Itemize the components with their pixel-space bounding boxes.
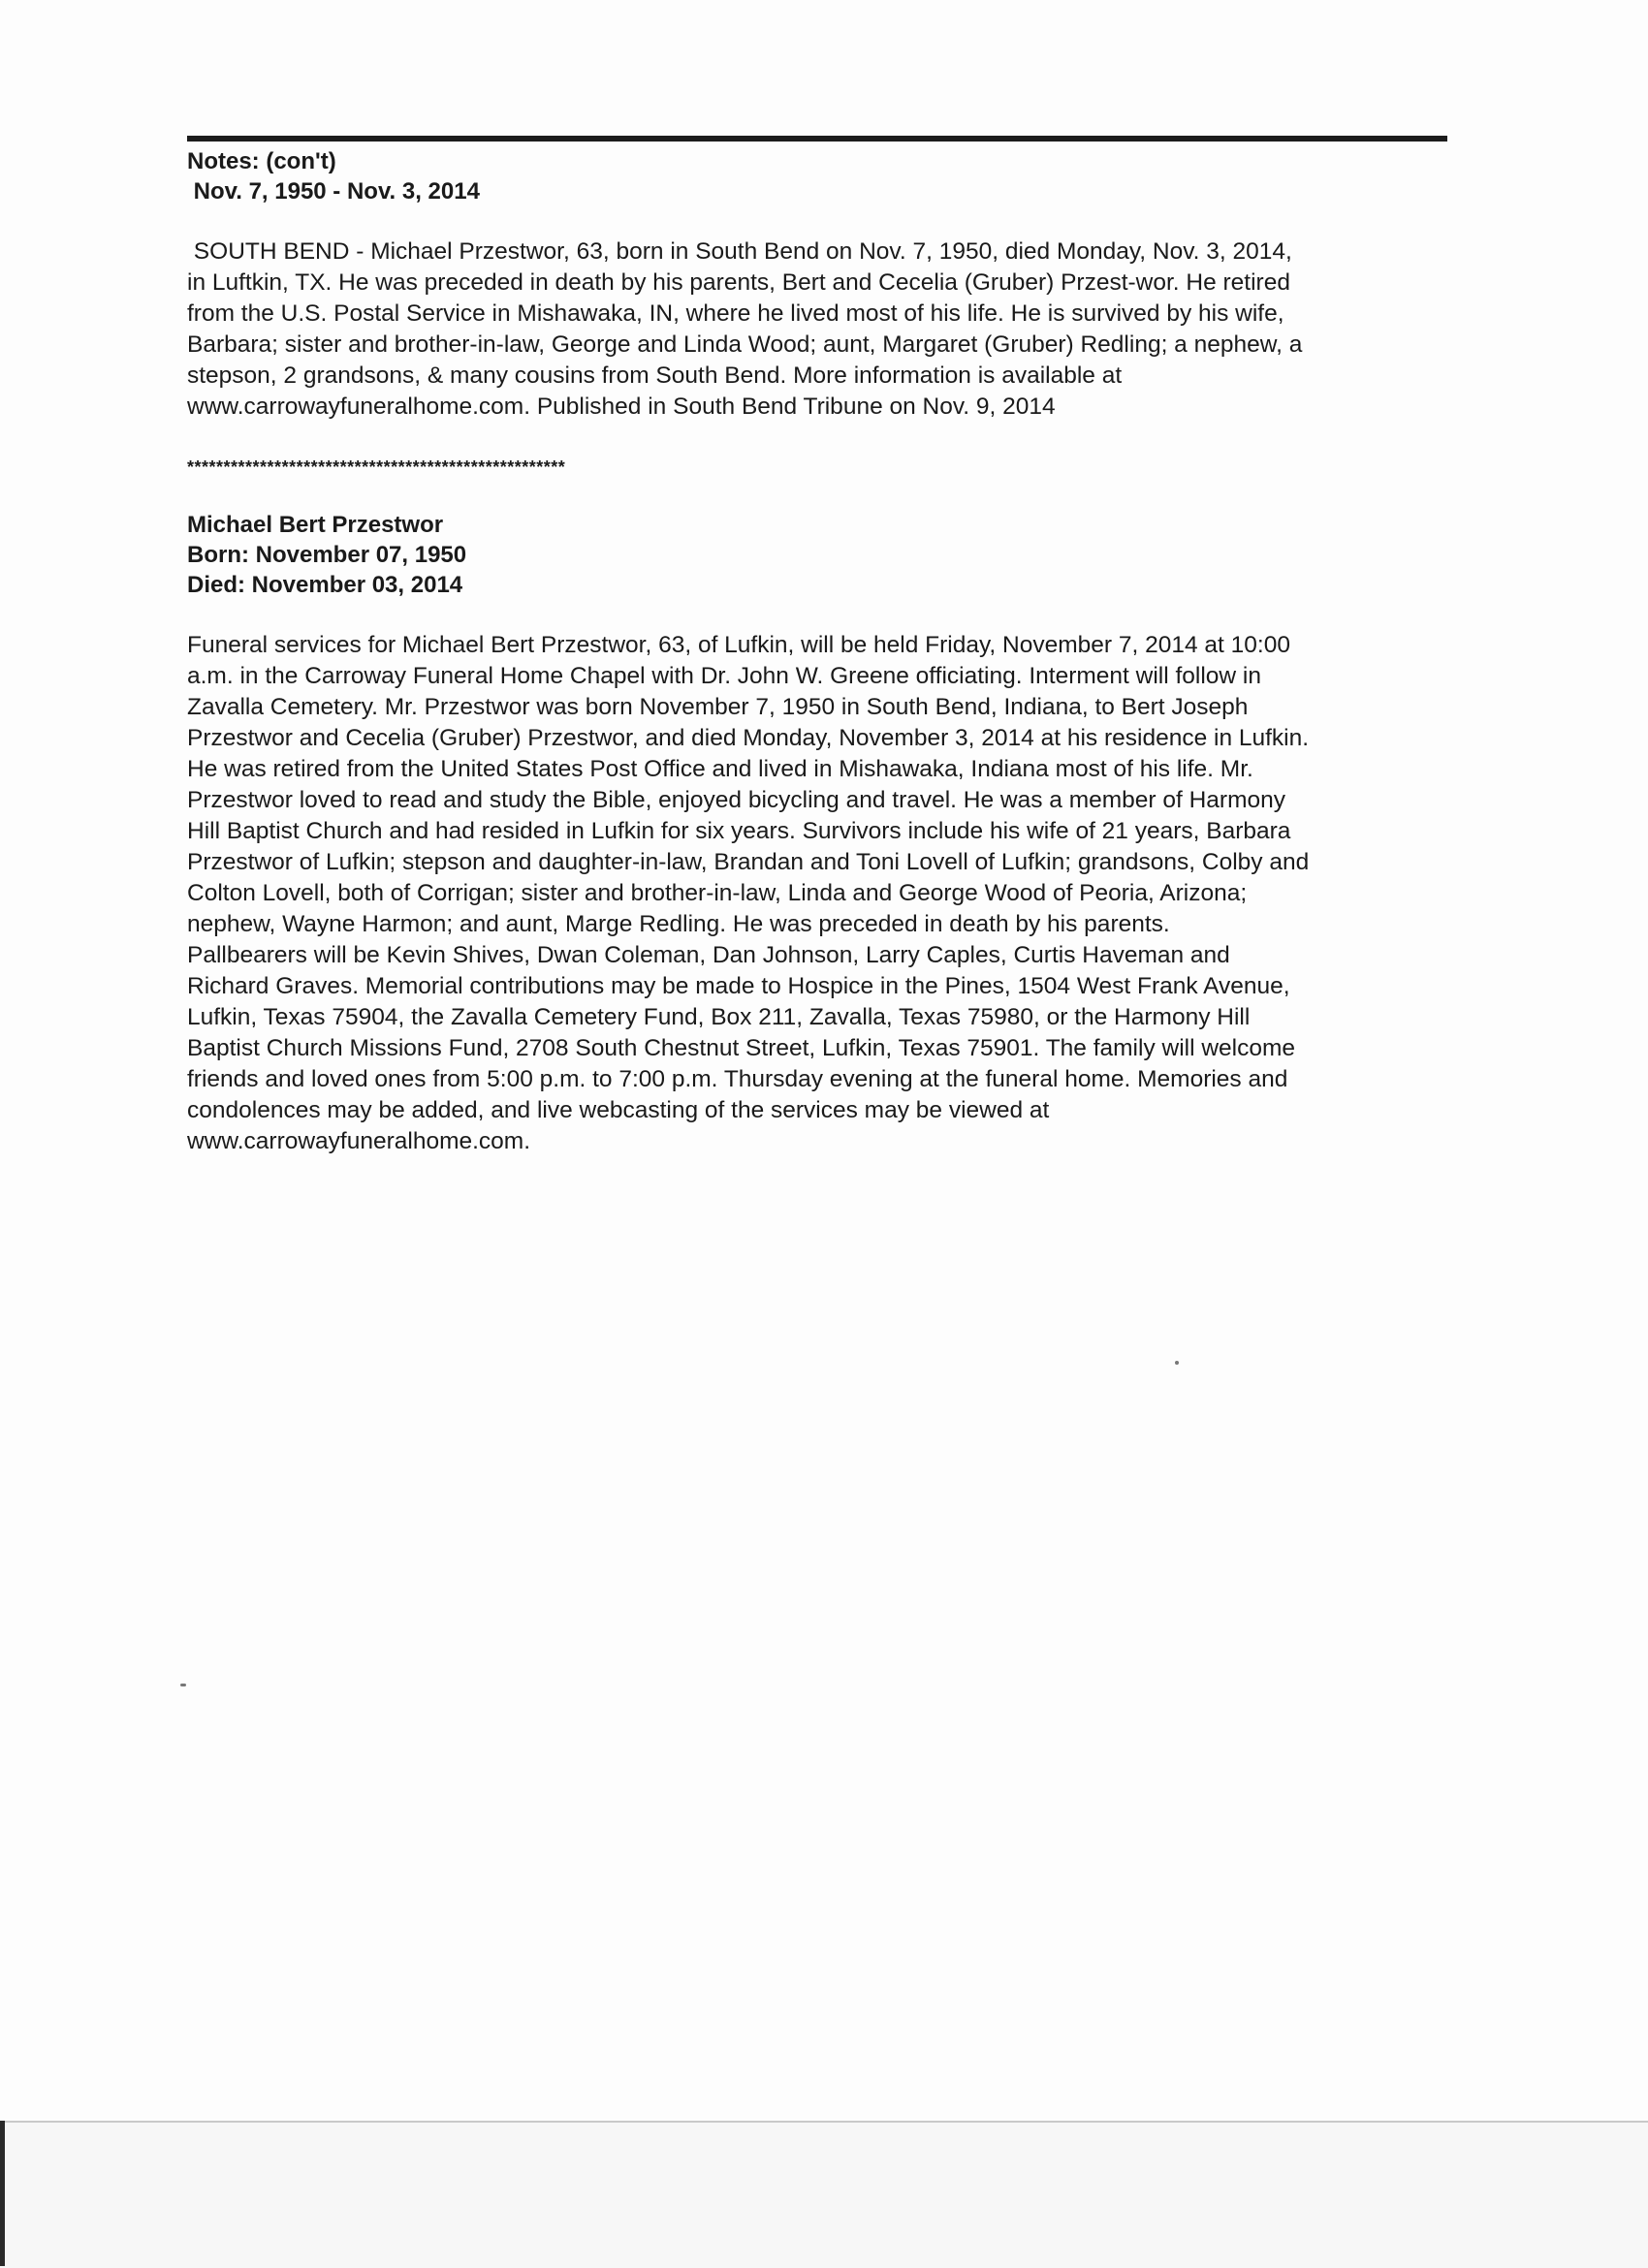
text-line: Przestwor and Cecelia (Gruber) Przestwor, and died Monday, November 3, 2014 at his residence in Lufkin.: [187, 725, 1310, 751]
text-line: a.m. in the Carroway Funeral Home Chapel with Dr. John W. Greene officiating. Interment will follow in: [187, 663, 1261, 689]
text-line: Funeral services for Michael Bert Przestwor, 63, of Lufkin, will be held Friday, November 7, 2014 at 10:00: [187, 632, 1290, 658]
text-line: Przestwor loved to read and study the Bible, enjoyed bicycling and travel. He was a member of Harmony: [187, 787, 1286, 813]
text-line: Richard Graves. Memorial contributions may be made to Hospice in the Pines, 1504 West Frank Avenue,: [187, 973, 1290, 999]
scan-bottom-edge: [0, 2121, 1648, 2268]
text-line: Pallbearers will be Kevin Shives, Dwan Coleman, Dan Johnson, Larry Caples, Curtis Haveman and: [187, 942, 1230, 968]
top-divider-rule: [187, 136, 1447, 142]
scan-speck: [1175, 1361, 1179, 1365]
text-line: nephew, Wayne Harmon; and aunt, Marge Redling. He was preceded in death by his parents.: [187, 911, 1170, 937]
scan-speck: [180, 1684, 186, 1686]
text-line: from the U.S. Postal Service in Mishawaka, IN, where he lived most of his life. He is survived by his wife,: [187, 300, 1284, 327]
notes-header: Notes: (con't): [187, 148, 336, 174]
text-line: Barbara; sister and brother-in-law, George and Linda Wood; aunt, Margaret (Gruber) Redling; a nephew, a: [187, 331, 1303, 358]
text-line: Lufkin, Texas 75904, the Zavalla Cemetery Fund, Box 211, Zavalla, Texas 75980, or the Harmony Hill: [187, 1004, 1251, 1030]
text-line: friends and loved ones from 5:00 p.m. to 7:00 p.m. Thursday evening at the funeral home. Memories and: [187, 1066, 1288, 1092]
text-line: Przestwor of Lufkin; stepson and daughter-in-law, Brandan and Toni Lovell of Lufkin; grandsons, Colby and: [187, 849, 1310, 875]
text-line: www.carrowayfuneralhome.com.: [187, 1128, 531, 1154]
document-content: [187, 146, 1467, 1157]
text-line: Baptist Church Missions Fund, 2708 South Chestnut Street, Lufkin, Texas 75901. The family will welcome: [187, 1035, 1296, 1061]
scan-left-edge: [0, 2121, 5, 2266]
text-line: Zavalla Cemetery. Mr. Przestwor was born November 7, 1950 in South Bend, Indiana, to Bert Joseph: [187, 694, 1249, 720]
date-range: Nov. 7, 1950 - Nov. 3, 2014: [187, 178, 480, 205]
text-line: SOUTH BEND - Michael Przestwor, 63, born in South Bend on Nov. 7, 1950, died Monday, Nov. 3, 2014,: [187, 238, 1292, 265]
text-line: www.carrowayfuneralhome.com. Published in South Bend Tribune on Nov. 9, 2014: [187, 394, 1056, 420]
text-line: condolences may be added, and live webcasting of the services may be viewed at: [187, 1097, 1050, 1123]
obituary-south-bend: [187, 236, 1467, 423]
text-line: He was retired from the United States Post Office and lived in Mishawaka, Indiana most of his life. Mr.: [187, 756, 1253, 782]
asterisk-separator: ****************************************************: [187, 457, 566, 477]
text-line: Colton Lovell, both of Corrigan; sister and brother-in-law, Linda and George Wood of Peoria, Arizona;: [187, 880, 1248, 906]
text-line: in Luftkin, TX. He was preceded in death by his parents, Bert and Cecelia (Gruber) Przest-wor. He retired: [187, 269, 1290, 296]
text-line: stepson, 2 grandsons, & many cousins from South Bend. More information is available at: [187, 362, 1123, 389]
obituary-lufkin: [187, 630, 1467, 1157]
obituary-born: Born: November 07, 1950: [187, 542, 467, 568]
text-line: Hill Baptist Church and had resided in Lufkin for six years. Survivors include his wife of 21 years, Barbara: [187, 818, 1291, 844]
obituary-died: Died: November 03, 2014: [187, 572, 463, 598]
obituary-name: Michael Bert Przestwor: [187, 512, 444, 538]
